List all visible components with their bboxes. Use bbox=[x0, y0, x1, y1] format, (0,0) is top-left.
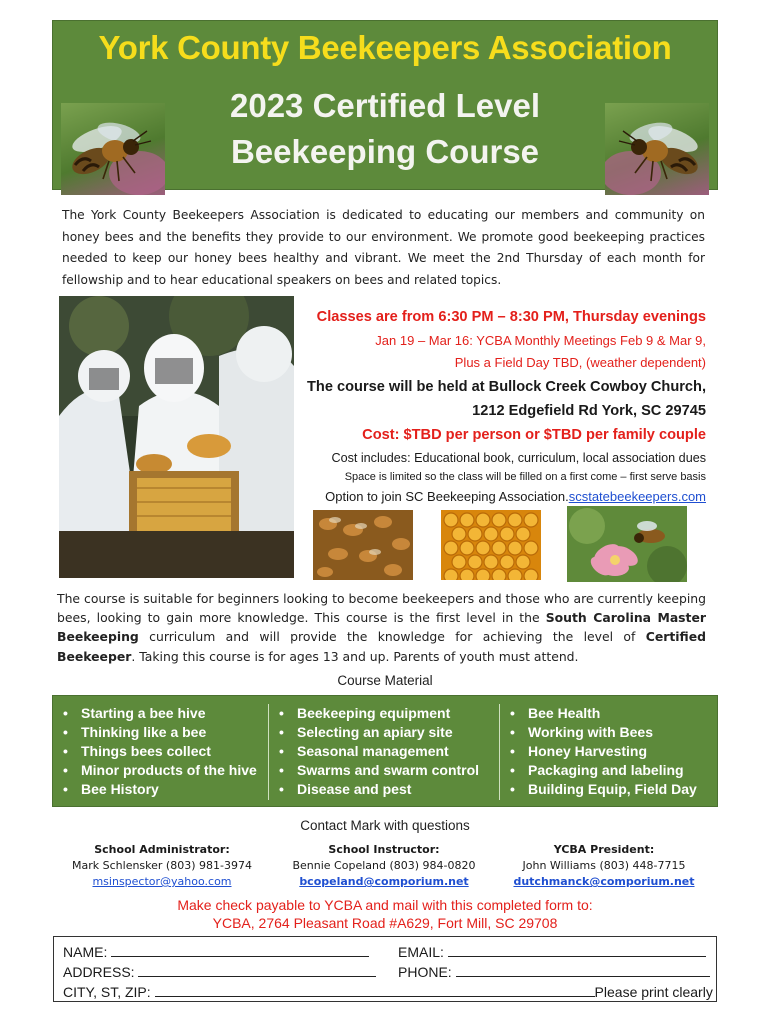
mail-instruction: Make check payable to YCBA and mail with this completed form to: bbox=[177, 897, 593, 913]
address-input-line[interactable] bbox=[138, 962, 376, 977]
contact-title: Contact Mark with questions bbox=[300, 818, 470, 833]
material-item: • Beekeeping equipment bbox=[279, 704, 498, 723]
material-item: • Packaging and labeling bbox=[510, 761, 718, 780]
address-field[interactable] bbox=[63, 962, 376, 980]
phone-label: PHONE: bbox=[398, 964, 452, 980]
bee-on-flower-image bbox=[567, 506, 687, 582]
email-label: EMAIL: bbox=[398, 944, 444, 960]
description-bold-1: South Carolina Master Beekeeping bbox=[57, 610, 706, 645]
material-item: • Bee History bbox=[63, 780, 265, 799]
bee-image-left bbox=[61, 103, 165, 195]
intro-paragraph: The York County Beekeepers Association is dedicated to educating our members and community on honey bees and the benefits they provide to our environment. We promote good beekeeping practices needed to keep our honey bees healthy and vibrant. We meet the 2nd Thursday of each month for fellowship and to hear educational speakers on bees and related topics. bbox=[62, 208, 705, 287]
material-item: • Minor products of the hive bbox=[63, 761, 265, 780]
contact-instructor bbox=[274, 842, 494, 890]
cost-includes: Cost includes: Educational book, curriculum, local association dues bbox=[331, 451, 706, 465]
material-item: • Building Equip, Field Day bbox=[510, 780, 718, 799]
contact-phone-line: Mark Schlensker (803) 981-3974 bbox=[72, 859, 252, 872]
space-note: Space is limited so the class will be filled on a first come – first serve basis bbox=[344, 471, 706, 483]
mail-address: YCBA, 2764 Pleasant Road #A629, Fort Mill, SC 29708 bbox=[212, 915, 558, 931]
registration-form bbox=[53, 936, 717, 1002]
email-input-line[interactable] bbox=[448, 942, 706, 957]
venue-address: 1212 Edgefield Rd York, SC 29745 bbox=[472, 403, 706, 419]
class-dates: Jan 19 – Mar 16: YCBA Monthly Meetings Feb 9 & Mar 9, bbox=[375, 333, 706, 348]
field-day-note: Plus a Field Day TBD, (weather dependent) bbox=[454, 355, 706, 370]
name-input-line[interactable] bbox=[111, 942, 369, 957]
description-text-1: The course is suitable for beginners looking to become beekeepers and those who are currently keeping bees, looking to gain more knowledge. This course is the first level in the bbox=[57, 591, 706, 626]
course-material-box bbox=[52, 695, 718, 807]
contact-email-link[interactable]: msinspector@yahoo.com bbox=[92, 875, 232, 888]
name-label: NAME: bbox=[63, 944, 108, 960]
contact-role: School Administrator: bbox=[94, 843, 230, 856]
beekeepers-photo bbox=[59, 296, 294, 578]
description-text-2: curriculum and will provide the knowledge for achieving the level of bbox=[138, 629, 646, 645]
contact-email-link[interactable]: bcopeland@comporium.net bbox=[299, 875, 469, 888]
contact-phone-line: John Williams (803) 448-7715 bbox=[522, 859, 686, 872]
org-title: York County Beekeepers Association bbox=[98, 29, 672, 66]
city-input-line[interactable] bbox=[155, 982, 595, 997]
course-title-line2: Beekeeping Course bbox=[230, 133, 540, 170]
description-bold-2: Certified Beekeeper bbox=[57, 629, 706, 664]
material-item: • Honey Harvesting bbox=[510, 742, 718, 761]
description-text-3: . Taking this course is for ages 13 and up. Parents of youth must attend. bbox=[131, 648, 579, 664]
course-material-title: Course Material bbox=[337, 673, 433, 688]
material-item: • Seasonal management bbox=[279, 742, 498, 761]
association-link[interactable]: scstatebeekeepers.com bbox=[568, 489, 706, 504]
city-field[interactable] bbox=[63, 982, 713, 1000]
honeycomb-image bbox=[441, 510, 541, 580]
material-item: • Disease and pest bbox=[279, 780, 498, 799]
contact-phone-line: Bennie Copeland (803) 984-0820 bbox=[292, 859, 476, 872]
class-times: Classes are from 6:30 PM – 8:30 PM, Thursday evenings bbox=[316, 309, 706, 325]
course-title-line1: 2023 Certified Level bbox=[230, 87, 540, 124]
venue: The course will be held at Bullock Creek Cowboy Church, bbox=[307, 379, 706, 395]
material-item: • Bee Health bbox=[510, 704, 718, 723]
bee-image-right bbox=[605, 103, 709, 195]
material-item: • Things bees collect bbox=[63, 742, 265, 761]
material-item: • Swarms and swarm control bbox=[279, 761, 498, 780]
cost: Cost: $TBD per person or $TBD per family couple bbox=[362, 427, 706, 443]
material-item: • Thinking like a bee bbox=[63, 723, 265, 742]
contact-administrator bbox=[52, 842, 272, 890]
material-column-1 bbox=[53, 704, 265, 800]
material-item: • Working with Bees bbox=[510, 723, 718, 742]
header-banner bbox=[52, 20, 718, 190]
contact-email-link[interactable]: dutchmanck@comporium.net bbox=[513, 875, 695, 888]
material-column-2 bbox=[268, 704, 498, 800]
material-column-3 bbox=[499, 704, 718, 800]
course-description bbox=[57, 589, 706, 666]
phone-input-line[interactable] bbox=[456, 962, 710, 977]
association-option bbox=[325, 489, 706, 504]
phone-field[interactable] bbox=[398, 962, 710, 980]
name-field[interactable] bbox=[63, 942, 369, 960]
bees-on-comb-image bbox=[313, 510, 413, 580]
email-field[interactable] bbox=[398, 942, 706, 960]
city-label: CITY, ST, ZIP: bbox=[63, 984, 151, 1000]
material-item: • Selecting an apiary site bbox=[279, 723, 498, 742]
association-option-text: Option to join SC Beekeeping Association. bbox=[325, 489, 569, 504]
address-label: ADDRESS: bbox=[63, 964, 135, 980]
contact-president bbox=[494, 842, 714, 890]
print-clearly-note: Please print clearly bbox=[594, 984, 713, 1000]
contact-role: YCBA President: bbox=[553, 843, 655, 856]
material-item: • Starting a bee hive bbox=[63, 704, 265, 723]
contact-role: School Instructor: bbox=[328, 843, 440, 856]
